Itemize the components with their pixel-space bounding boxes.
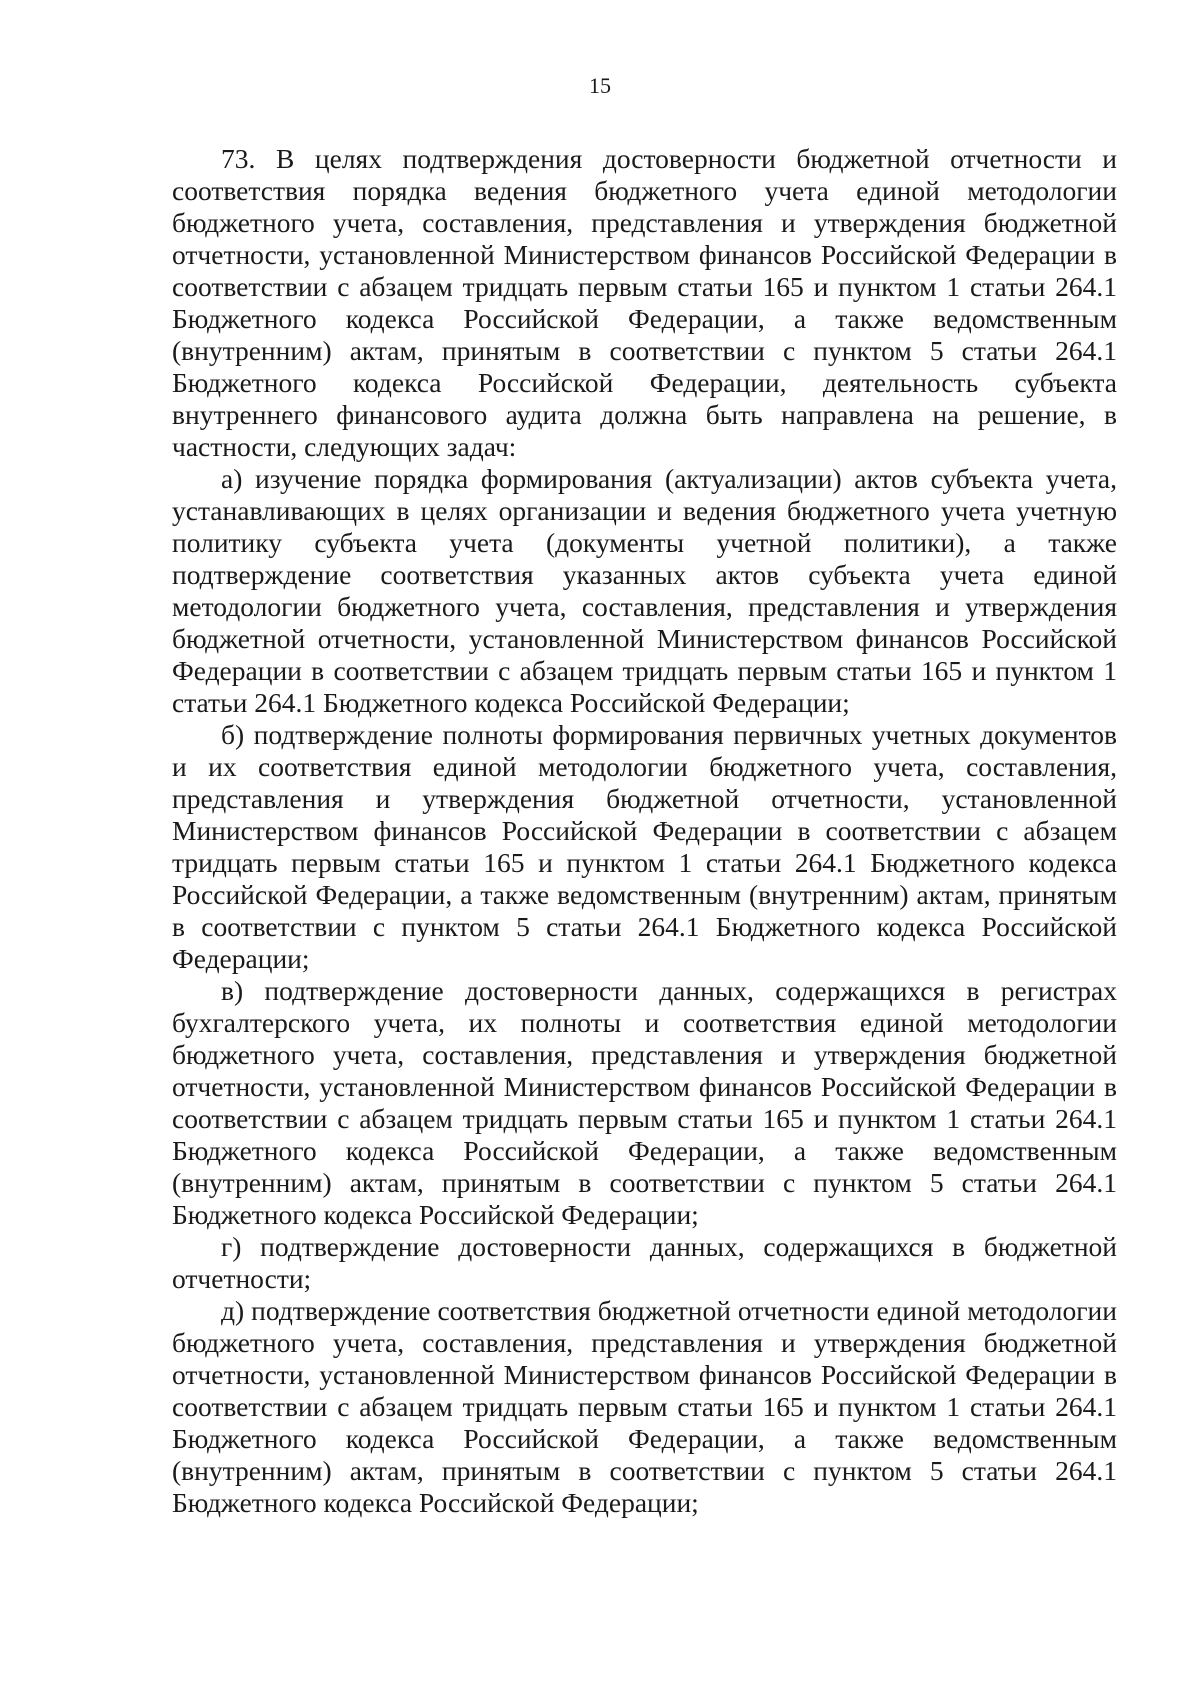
paragraph-g: г) подтверждение достоверности данных, содержащихся в бюджетной отчетности; <box>172 1231 1117 1294</box>
paragraph-a: а) изучение порядка формирования (актуализации) актов субъекта учета, устанавливающих в целях организации и ведения бюджетного учета учетную политику субъекта учета (документы учетной политики), а также подтверждение соответствия указанных актов субъекта учета единой методологии бюджетного учета, составления, представления и утверждения бюджетной отчетности, установленной Министерством финансов Российской Федерации в соответствии с абзацем тридцать первым статьи 165 и пунктом 1 статьи 264.1 Бюджетного кодекса Российской Федерации; <box>172 463 1117 718</box>
page-number: 15 <box>589 73 611 98</box>
paragraph-d: д) подтверждение соответствия бюджетной отчетности единой методологии бюджетного учета, составления, представления и утверждения бюджетной отчетности, установленной Министерством финансов Российской Федерации в соответствии с абзацем тридцать первым статьи 165 и пунктом 1 статьи 264.1 Бюджетного кодекса Российской Федерации, а также ведомственным (внутренним) актам, принятым в соответствии с пунктом 5 статьи 264.1 Бюджетного кодекса Российской Федерации; <box>172 1295 1117 1518</box>
document-body <box>172 143 1117 1519</box>
paragraph-b: б) подтверждение полноты формирования первичных учетных документов и их соответствия единой методологии бюджетного учета, составления, представления и утверждения бюджетной отчетности, установленной Министерством финансов Российской Федерации в соответствии с абзацем тридцать первым статьи 165 и пунктом 1 статьи 264.1 Бюджетного кодекса Российской Федерации, а также ведомственным (внутренним) актам, принятым в соответствии с пунктом 5 статьи 264.1 Бюджетного кодекса Российской Федерации; <box>172 719 1117 974</box>
paragraph-73: 73. В целях подтверждения достоверности бюджетной отчетности и соответствия порядка ведения бюджетного учета единой методологии бюджетного учета, составления, представления и утверждения бюджетной отчетности, установленной Министерством финансов Российской Федерации в соответствии с абзацем тридцать первым статьи 165 и пунктом 1 статьи 264.1 Бюджетного кодекса Российской Федерации, а также ведомственным (внутренним) актам, принятым в соответствии с пунктом 5 статьи 264.1 Бюджетного кодекса Российской Федерации, деятельность субъекта внутреннего финансового аудита должна быть направлена на решение, в частности, следующих задач: <box>172 143 1117 462</box>
paragraph-v: в) подтверждение достоверности данных, содержащихся в регистрах бухгалтерского учета, их полноты и соответствия единой методологии бюджетного учета, составления, представления и утверждения бюджетной отчетности, установленной Министерством финансов Российской Федерации в соответствии с абзацем тридцать первым статьи 165 и пунктом 1 статьи 264.1 Бюджетного кодекса Российской Федерации, а также ведомственным (внутренним) актам, принятым в соответствии с пунктом 5 статьи 264.1 Бюджетного кодекса Российской Федерации; <box>172 975 1117 1230</box>
